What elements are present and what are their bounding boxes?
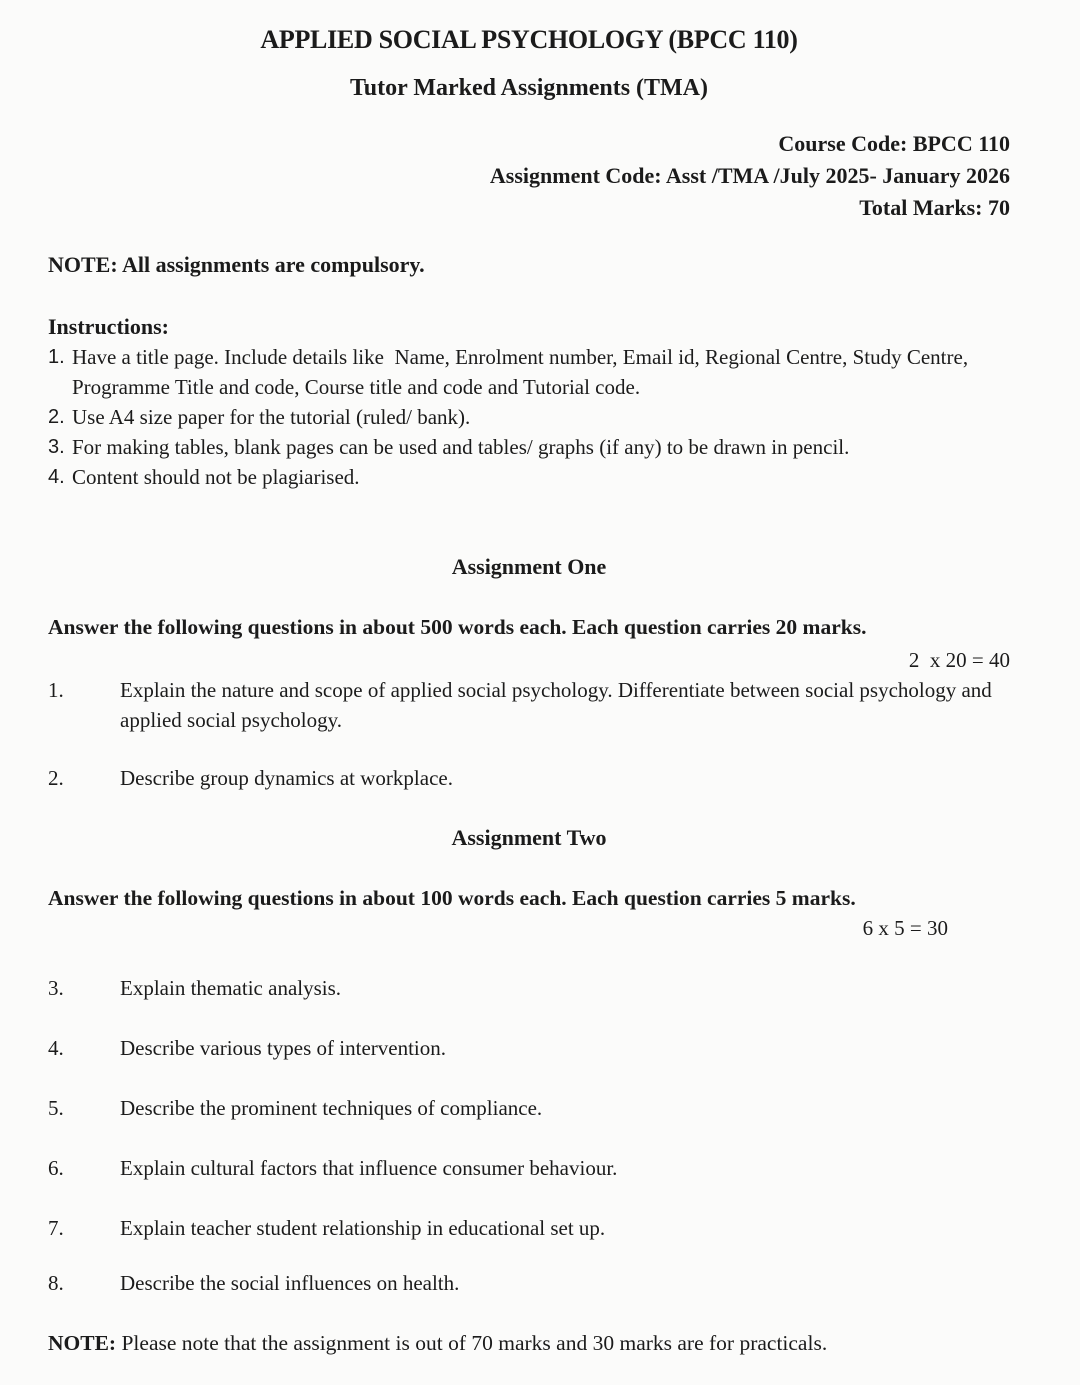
total-marks-line: Total Marks: 70: [859, 195, 1010, 220]
question-row: [48, 1093, 1010, 1123]
question-text: Describe the social influences on health.: [120, 1271, 460, 1295]
question-row: [48, 1153, 1010, 1183]
question-text: Explain cultural factors that influence consumer behaviour.: [120, 1156, 618, 1180]
instruction-number: 4.: [48, 466, 65, 488]
question-text: Explain teacher student relationship in educational set up.: [120, 1216, 606, 1240]
assignment-one-heading: Assignment One: [451, 554, 607, 579]
course-code-line: Course Code: BPCC 110: [778, 131, 1010, 156]
instruction-text: Have a title page. Include details like Name, Enrolment number, Email id, Regional Centre, Study Centre, Programme Title and code, Course title and code and Tutorial code.: [72, 345, 974, 399]
question-number: 3.: [48, 976, 64, 1000]
question-row: [48, 1268, 1010, 1298]
assignment-two-marks-formula: 6 x 5 = 30: [862, 916, 948, 940]
instructions-list: [48, 342, 1010, 492]
instruction-text: Content should not be plagiarised.: [72, 465, 360, 489]
question-text: Describe various types of intervention.: [120, 1036, 446, 1060]
question-text: Describe the prominent techniques of compliance.: [120, 1096, 543, 1120]
assignment-two-heading: Assignment Two: [451, 825, 607, 850]
instruction-number: 1.: [48, 346, 65, 368]
final-note-text: Please note that the assignment is out of 70 marks and 30 marks are for practicals.: [116, 1331, 828, 1355]
question-row: [48, 973, 1010, 1003]
question-number: 7.: [48, 1216, 64, 1240]
assignment-two-intro: Answer the following questions in about 100 words each. Each question carries 5 marks.: [48, 886, 856, 910]
question-row: [48, 1213, 1010, 1243]
question-text: Explain the nature and scope of applied social psychology. Differentiate between social psychology and applied social psychology.: [120, 678, 992, 732]
instruction-number: 3.: [48, 436, 65, 458]
instructions-heading: Instructions:: [48, 314, 170, 339]
question-number: 1.: [48, 678, 64, 702]
question-text: Explain thematic analysis.: [120, 976, 342, 1000]
instruction-item: [48, 342, 1010, 402]
instruction-item: [48, 462, 1010, 492]
compulsory-note: NOTE: All assignments are compulsory.: [48, 252, 425, 277]
question-number: 8.: [48, 1271, 64, 1295]
assignment-one-intro: Answer the following questions in about 500 words each. Each question carries 20 marks.: [48, 615, 867, 639]
question-row: [48, 763, 1010, 793]
question-row: [48, 675, 1010, 735]
question-number: 2.: [48, 766, 64, 790]
instruction-item: [48, 402, 1010, 432]
assignment-one-marks-formula: 2 x 20 = 40: [908, 648, 1010, 672]
assignment-code-line: Assignment Code: Asst /TMA /July 2025- January 2026: [489, 163, 1010, 188]
final-note: [48, 1328, 1010, 1358]
question-number: 5.: [48, 1096, 64, 1120]
course-info-block: [48, 128, 1010, 224]
page-subtitle: Tutor Marked Assignments (TMA): [349, 75, 709, 101]
instruction-item: [48, 432, 1010, 462]
instruction-number: 2.: [48, 406, 65, 428]
instruction-text: For making tables, blank pages can be used and tables/ graphs (if any) to be drawn in pencil.: [72, 435, 850, 459]
instruction-text: Use A4 size paper for the tutorial (ruled/ bank).: [72, 405, 471, 429]
page-title: APPLIED SOCIAL PSYCHOLOGY (BPCC 110): [260, 25, 798, 54]
question-number: 4.: [48, 1036, 64, 1060]
question-row: [48, 1033, 1010, 1063]
final-note-label: NOTE:: [48, 1331, 117, 1355]
question-number: 6.: [48, 1156, 64, 1180]
question-text: Describe group dynamics at workplace.: [120, 766, 453, 790]
